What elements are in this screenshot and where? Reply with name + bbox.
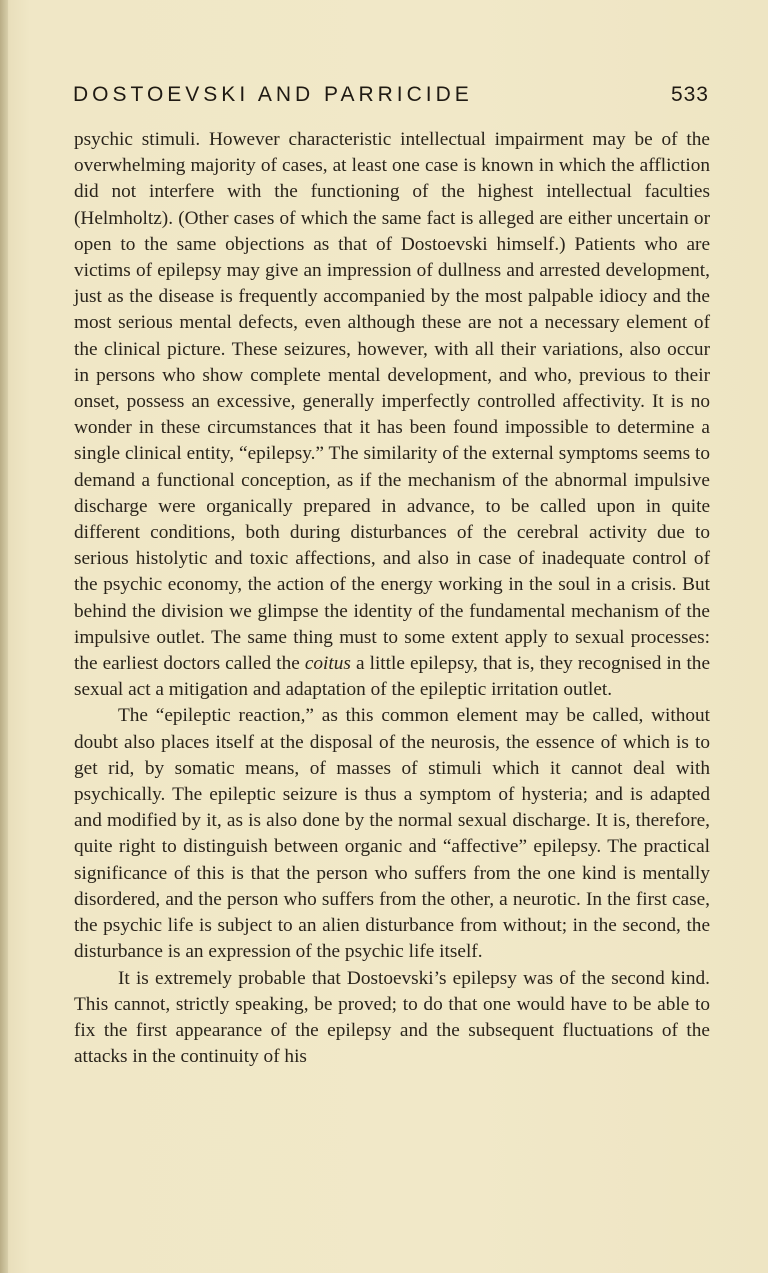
- paragraph-1-text-end: a little epilepsy, that is, they recognised in the sexual act a mitigation and adaptation of the epileptic irritation outlet.: [74, 653, 710, 701]
- paragraph-3: It is extremely probable that Dostoevski’s epilepsy was of the second kind. This cannot, strictly speaking, be proved; to do that one would have to be able to fix the first appearance of the epilepsy and the subsequent fluctuations of the attacks in the continuity of his: [74, 967, 710, 1068]
- paragraph-2: The “epileptic reaction,” as this common element may be called, without doubt also places itself at the disposal of the neurosis, the essence of which is to get rid, by somatic means, of masses of stimuli which it cannot deal with psychically. The epileptic seizure is thus a symptom of hysteria; and is adapted and modified by it, as is also done by the normal sexual discharge. It is, therefore, quite right to distinguish between organic and “affective” epilepsy. The practical significance of this is that the person who suffers from the one kind is mentally disordered, and the person who suffers from the other, a neurotic. In the first case, the psychic life is subject to an alien disturbance from without; in the second, the disturbance is an expression of the psychic life itself.: [74, 705, 710, 963]
- running-head-title: DOSTOEVSKI AND PARRICIDE: [73, 83, 473, 106]
- page-number: 533: [670, 83, 709, 106]
- paragraph-1: [74, 127, 710, 703]
- running-head: [73, 83, 709, 113]
- page-binding-edge: [0, 0, 8, 1273]
- paragraph-1-text: psychic stimuli. However characteristic intellectual impairment may be of the overwhelming majority of cases, at least one case is known in which the affliction did not interfere with the functioning of the highest intellectual faculties (Helmholtz). (Other cases of which the same fact is alleged are either uncertain or open to the same objections as that of Dostoevski himself.) Patients who are victims of epilepsy may give an impression of dullness and arrested development, just as the disease is frequently accompanied by the most palpable idiocy and the most serious mental defects, even although these are not a necessary element of the clinical picture. These seizures, however, with all their variations, also occur in persons who show complete mental development, and who, previous to their onset, possess an excessive, generally imperfectly controlled affectivity. It is no wonder in these circumstances that it has been found impossible to determine a single clinical entity, “epilepsy.” The similarity of the external symptoms seems to demand a functional conception, as if the mechanism of the abnormal impulsive discharge were organically prepared in advance, to be called upon in quite different conditions, both during disturbances of the cerebral activity due to serious histolytic and toxic affections, and also in case of inadequate control of the psychic economy, the action of the energy working in the soul in a crisis. But behind the division we glimpse the identity of the fundamental mechanism of the impulsive outlet. The same thing must to some extent apply to sexual processes: the earliest doctors called the: [74, 129, 710, 675]
- body-text: [74, 127, 710, 1070]
- italic-term-coitus: coitus: [304, 653, 351, 675]
